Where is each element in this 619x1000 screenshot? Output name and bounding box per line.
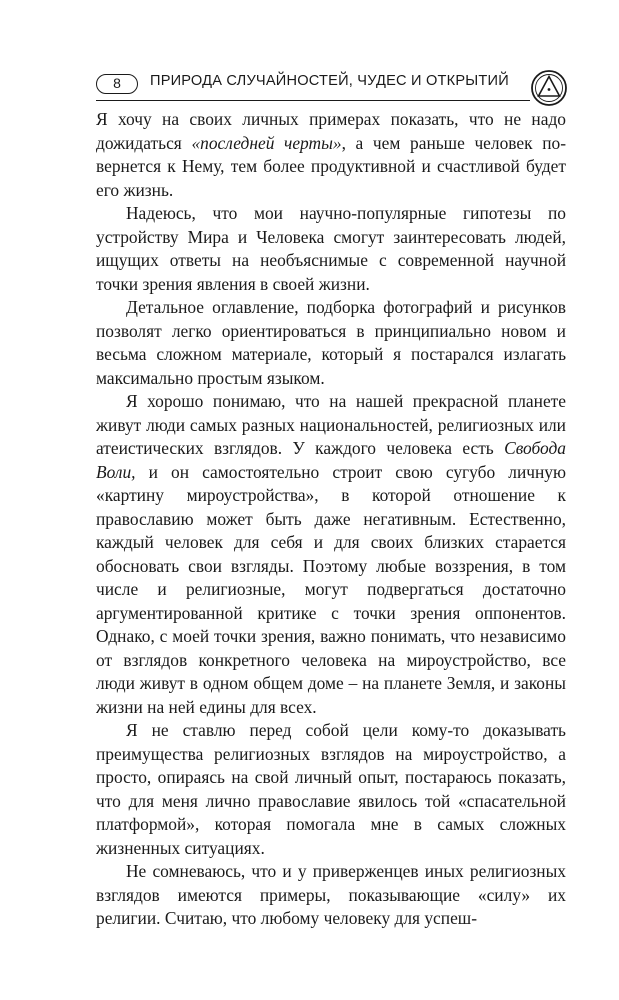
paragraph-6: Не сомневаюсь, что и у приверженцев иных религиозных взглядов имеются примеры, показывающие «силу» их религии. Считаю, что любому человеку для успеш- [96, 861, 566, 928]
paragraph-4-text-b: и он самостоятельно строит свою сугубо личную «картину мироустройства», в которой отношение к православию может быть даже негативным. Естественно, каждый человек для себя и для своих близких старается обосновать свои взгляды. Поэтому любые воззрения, в том числе и религиозные, могут подвергаться достаточно аргументированной критике с точки зрения оппонентов. Однако, с моей точки зрения, важно понимать, что независимо от взглядов конкретного человека на мироустройство, все люди живут в одном общем доме – на планете Земля, и законы жизни на ней едины для всех. [96, 461, 566, 717]
paragraph-1-italic: «последней черты» [191, 132, 342, 153]
paragraph-4-italic: Свобода Воли, [96, 438, 566, 482]
page-number: 8 [96, 74, 138, 94]
circle-triangle-emblem-icon [530, 69, 568, 107]
paragraph-2: Надеюсь, что мои научно-популярные гипотезы по устройству Мира и Человека смогут заинтересовать людей, ищущих ответы на необъяснимые с современной научной точки зрения явления в своей жизни. [96, 203, 566, 294]
paragraph-1-text-b: , а чем раньше человек повернется к Нему, тем более продуктивной и счастливой будет его жизнь. [96, 132, 566, 200]
body-text [96, 108, 566, 931]
paragraph-5: Я не ставлю перед собой цели кому-то доказывать преимущества религиозных взглядов на мироустройство, а просто, опираясь на свой личный опыт, постараюсь показать, что для меня лично православие явилось той «спасательной платформой», которая помогала мне в самых сложных жизненных ситуациях. [96, 720, 566, 858]
paragraph-4-text-a: Я хорошо понимаю, что на нашей прекрасной планете живут люди самых разных национальностей, религиозных или атеистических взглядов. У каждого человека есть [96, 391, 566, 458]
header-rule [96, 100, 530, 101]
running-head [96, 70, 568, 106]
paragraph-1 [96, 108, 566, 202]
running-title: ПРИРОДА СЛУЧАЙНОСТЕЙ, ЧУДЕС И ОТКРЫТИЙ [150, 73, 509, 89]
paragraph-4 [96, 390, 566, 719]
paragraph-3: Детальное оглавление, подборка фотографий и рисунков позволят легко ориентироваться в принципиально новом и весьма сложном материале, который я постарался излагать максимально простым языком. [96, 297, 566, 388]
paragraph-1-text-a: Я хочу на своих личных примерах показать, что не надо дожидаться [96, 109, 566, 153]
